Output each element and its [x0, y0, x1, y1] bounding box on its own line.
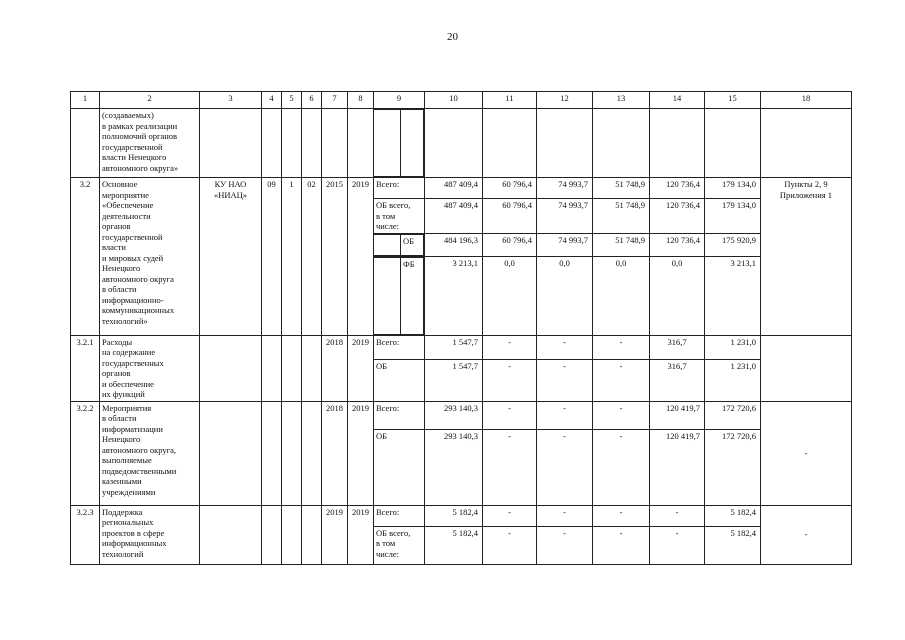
year-end: 2019: [348, 401, 374, 505]
header-cell: 2: [100, 92, 200, 109]
table-row: [71, 335, 852, 359]
header-cell: 4: [262, 92, 282, 109]
value-cell: -: [537, 526, 593, 564]
value-cell: 3 213,1: [705, 256, 761, 335]
value-cell: -: [537, 359, 593, 401]
value-cell: 1 547,7: [425, 335, 483, 359]
header-row: [71, 92, 852, 109]
value-cell: 60 796,4: [483, 233, 537, 256]
header-cell: 12: [537, 92, 593, 109]
value-cell: -: [483, 526, 537, 564]
row-name: Поддержка региональных проектов в сфере информационных технологий: [100, 505, 200, 564]
row-name: Основное мероприятие «Обеспечение деятельности органов государственной власти и мировых судей Ненецкого автономного округа в области информационно- коммуникационных технологий»: [100, 178, 200, 336]
header-cell: 8: [348, 92, 374, 109]
value-cell: -: [483, 359, 537, 401]
value-cell: 120 736,4: [650, 178, 705, 199]
value-cell: -: [593, 429, 650, 505]
value-cell: -: [537, 335, 593, 359]
header-cell: 15: [705, 92, 761, 109]
value-cell: -: [483, 335, 537, 359]
value-cell: 0,0: [483, 256, 537, 335]
row-name: Мероприятия в области информатизации Ненецкого автономного округа, выполняемые подведомственными казенными учреждениями: [100, 401, 200, 505]
value-cell: 60 796,4: [483, 178, 537, 199]
executor: КУ НАО «НИАЦ»: [200, 178, 262, 336]
row-note: -: [761, 505, 852, 564]
year-end: 2019: [348, 505, 374, 564]
source-label: Всего:: [374, 401, 425, 429]
value-cell: 51 748,9: [593, 233, 650, 256]
value-cell: 5 182,4: [705, 526, 761, 564]
program-table: [70, 91, 852, 565]
row-name: (создаваемых) в рамках реализации полномочий органов государственной власти Ненецкого автономного округа»: [100, 109, 200, 178]
value-cell: 487 409,4: [425, 199, 483, 234]
year-start: 2018: [322, 335, 348, 401]
value-cell: 74 993,7: [537, 199, 593, 234]
header-cell: 18: [761, 92, 852, 109]
value-cell: 120 736,4: [650, 199, 705, 234]
row-name: Расходы на содержание государственных органов и обеспечение их функций: [100, 335, 200, 401]
row-number: 3.2: [71, 178, 100, 336]
value-cell: 293 140,3: [425, 429, 483, 505]
value-cell: 5 182,4: [425, 526, 483, 564]
row-number: 3.2.2: [71, 401, 100, 505]
value-cell: 51 748,9: [593, 178, 650, 199]
source-label: ФБ: [401, 257, 424, 334]
source-label: ОБ: [401, 234, 424, 255]
value-cell: 60 796,4: [483, 199, 537, 234]
year-end: 2019: [348, 335, 374, 401]
value-cell: -: [593, 401, 650, 429]
value-cell: 316,7: [650, 335, 705, 359]
value-cell: -: [483, 505, 537, 526]
source-label: ОБ всего, в том числе:: [374, 526, 425, 564]
value-cell: -: [650, 526, 705, 564]
value-cell: -: [483, 429, 537, 505]
value-cell: 172 720,6: [705, 429, 761, 505]
value-cell: 0,0: [593, 256, 650, 335]
header-cell: 5: [282, 92, 302, 109]
value-cell: 487 409,4: [425, 178, 483, 199]
value-cell: 1 231,0: [705, 335, 761, 359]
value-cell: 5 182,4: [425, 505, 483, 526]
value-cell: 179 134,0: [705, 178, 761, 199]
value-cell: -: [593, 526, 650, 564]
value-cell: 484 196,3: [425, 233, 483, 256]
source-label: Всего:: [374, 178, 425, 199]
value-cell: -: [650, 505, 705, 526]
row-number: 3.2.3: [71, 505, 100, 564]
source-label: Всего:: [374, 335, 425, 359]
value-cell: 120 736,4: [650, 233, 705, 256]
value-cell: 293 140,3: [425, 401, 483, 429]
value-cell: 1 231,0: [705, 359, 761, 401]
code-cell: 09: [262, 178, 282, 336]
value-cell: 179 134,0: [705, 199, 761, 234]
value-cell: 51 748,9: [593, 199, 650, 234]
header-cell: 3: [200, 92, 262, 109]
header-cell: 9: [374, 92, 425, 109]
value-cell: -: [593, 505, 650, 526]
value-cell: -: [537, 401, 593, 429]
value-cell: 3 213,1: [425, 256, 483, 335]
year-start: 2018: [322, 401, 348, 505]
page-number: 20: [447, 31, 458, 43]
header-cell: 14: [650, 92, 705, 109]
value-cell: 120 419,7: [650, 429, 705, 505]
value-cell: 74 993,7: [537, 233, 593, 256]
table-row: [71, 178, 852, 199]
source-label: Всего:: [374, 505, 425, 526]
header-cell: 6: [302, 92, 322, 109]
value-cell: 175 920,9: [705, 233, 761, 256]
code-cell: 02: [302, 178, 322, 336]
row-note: -: [761, 401, 852, 505]
source-label: ОБ: [374, 359, 425, 401]
source-label: ОБ всего, в том числе:: [374, 199, 425, 234]
value-cell: 316,7: [650, 359, 705, 401]
header-cell: 1: [71, 92, 100, 109]
value-cell: 1 547,7: [425, 359, 483, 401]
value-cell: 120 419,7: [650, 401, 705, 429]
value-cell: 5 182,4: [705, 505, 761, 526]
row-note: Пункты 2, 9 Приложения 1: [761, 178, 852, 336]
header-cell: 11: [483, 92, 537, 109]
value-cell: -: [537, 429, 593, 505]
value-cell: -: [593, 335, 650, 359]
table-row: [71, 109, 852, 178]
value-cell: 0,0: [650, 256, 705, 335]
table-row: [71, 401, 852, 429]
value-cell: 172 720,6: [705, 401, 761, 429]
value-cell: -: [483, 401, 537, 429]
row-number: 3.2.1: [71, 335, 100, 401]
year-start: 2019: [322, 505, 348, 564]
code-cell: 1: [282, 178, 302, 336]
year-start: 2015: [322, 178, 348, 336]
header-cell: 10: [425, 92, 483, 109]
table-row: [71, 505, 852, 526]
year-end: 2019: [348, 178, 374, 336]
header-cell: 7: [322, 92, 348, 109]
value-cell: 0,0: [537, 256, 593, 335]
source-label: ОБ: [374, 429, 425, 505]
value-cell: -: [537, 505, 593, 526]
value-cell: -: [593, 359, 650, 401]
value-cell: 74 993,7: [537, 178, 593, 199]
header-cell: 13: [593, 92, 650, 109]
